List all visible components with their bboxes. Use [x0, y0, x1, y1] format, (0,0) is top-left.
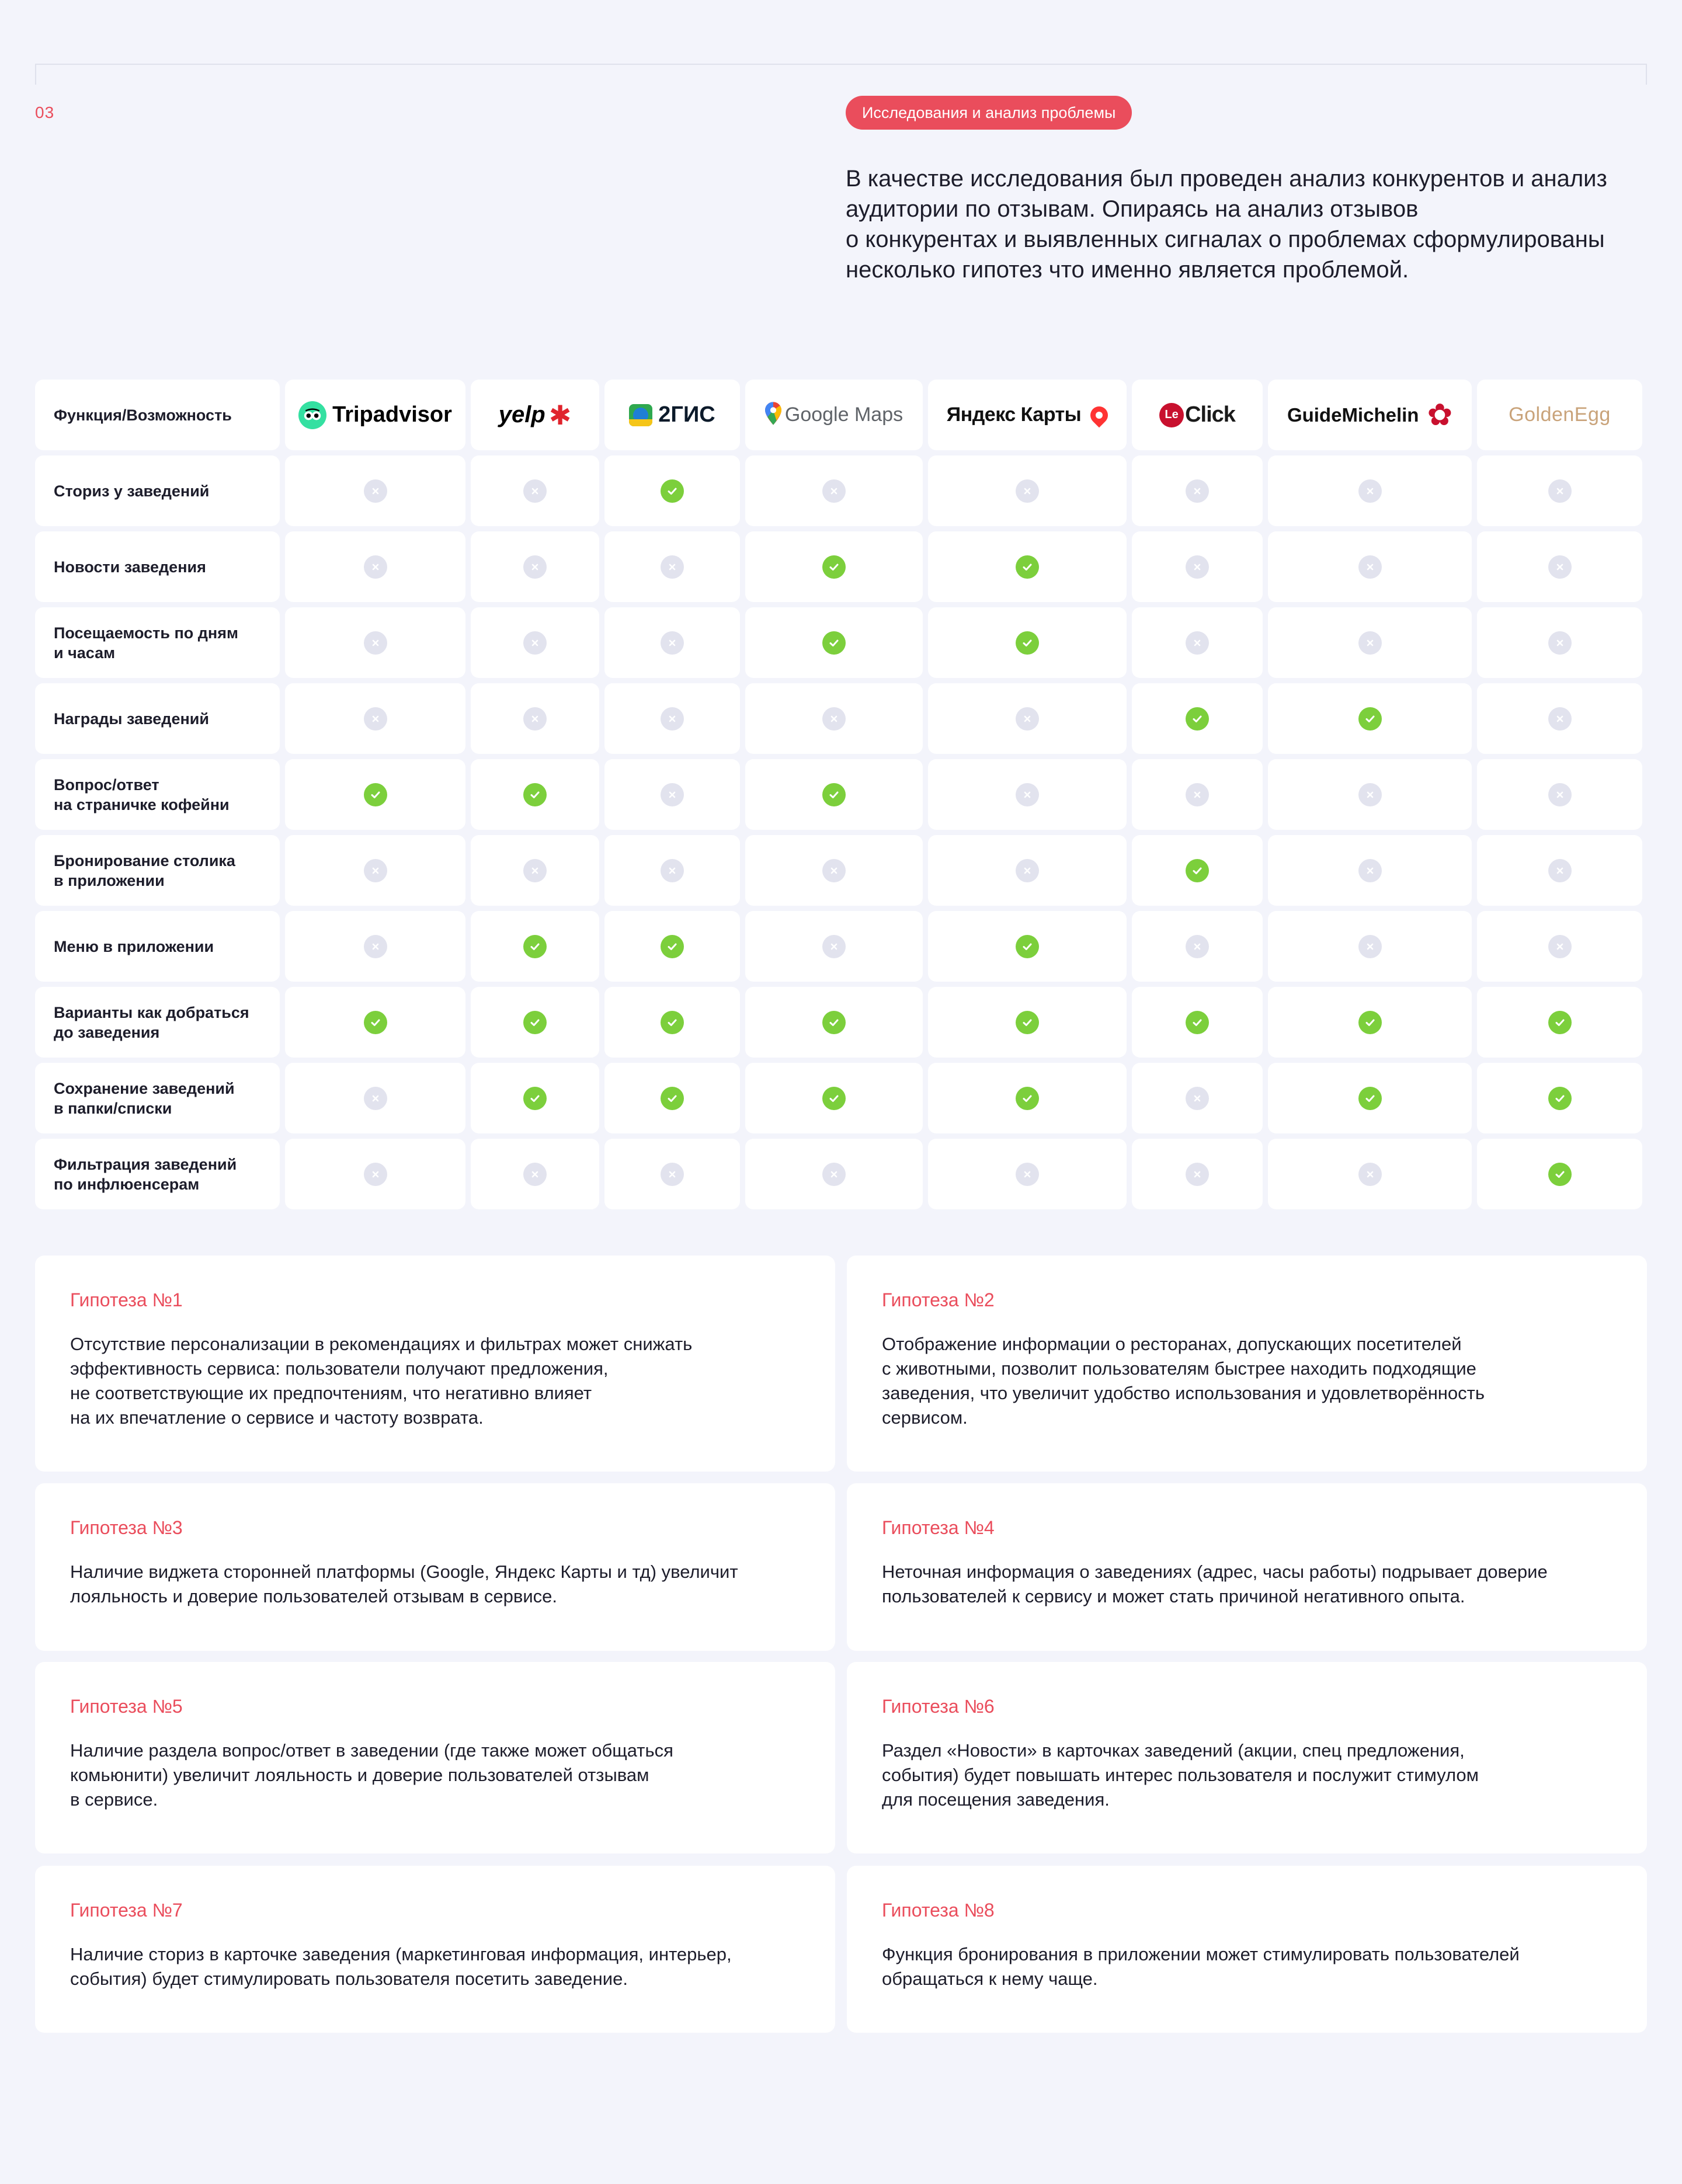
intro-line: аудитории по отзывам. Опираясь на анализ отзывов [846, 196, 1419, 222]
cross-icon [1358, 783, 1382, 806]
cross-icon [1186, 1087, 1209, 1110]
mark-cell-yandex-maps [928, 759, 1127, 830]
mark-cell-yandex-maps [928, 835, 1127, 906]
section-badge: Исследования и анализ проблемы [846, 96, 1132, 130]
feature-label: Сохранение заведений в папки/списки [54, 1079, 235, 1117]
yandex-maps-logo [947, 404, 1108, 426]
mark-cell-tripadvisor [285, 759, 465, 830]
feature-cell [35, 759, 280, 830]
mark-cell-google-maps [745, 531, 923, 602]
cross-icon [523, 555, 547, 579]
mark-cell-restoclick [1132, 911, 1263, 982]
feature-cell [35, 531, 280, 602]
check-icon [1548, 1011, 1572, 1034]
page-number: 03 [35, 103, 55, 121]
cross-icon [822, 1163, 846, 1186]
hypothesis-title: Гипотеза №3 [70, 1517, 183, 1538]
header-restoclick [1132, 380, 1263, 450]
mark-cell-google-maps [745, 911, 923, 982]
cross-icon [523, 707, 547, 731]
check-icon [1548, 1087, 1572, 1110]
header-google-maps [745, 380, 923, 450]
mark-cell-google-maps [745, 987, 923, 1058]
hypothesis-card [847, 1256, 1647, 1472]
feature-cell [35, 683, 280, 754]
check-icon [1016, 1011, 1039, 1034]
cross-icon [661, 631, 684, 655]
hypothesis-text: Неточная информация о заведениях (адрес, часы работы) подрывает доверие пользователей к сервису и может стать причиной негативного опыта. [882, 1562, 1548, 1606]
feature-cell [35, 987, 280, 1058]
yelp-burst-icon: ✱ [548, 399, 572, 430]
mark-cell-michelin [1268, 911, 1472, 982]
feature-label: Бронирование столика в приложении [54, 851, 235, 889]
2gis-icon [629, 404, 652, 426]
cross-icon [1186, 631, 1209, 655]
feature-label: Варианты как добраться до заведения [54, 1003, 249, 1041]
mark-cell-yandex-maps [928, 683, 1127, 754]
feature-cell [35, 607, 280, 678]
mark-cell-yandex-maps [928, 987, 1127, 1058]
mark-cell-2gis [604, 911, 740, 982]
mark-cell-restoclick [1132, 1063, 1263, 1133]
check-icon [661, 1011, 684, 1034]
mark-cell-2gis [604, 683, 740, 754]
cross-icon [364, 935, 387, 958]
check-icon [523, 935, 547, 958]
table-row [35, 835, 1647, 906]
cross-icon [523, 479, 547, 503]
mark-cell-goldenegg [1477, 835, 1642, 906]
mark-cell-goldenegg [1477, 683, 1642, 754]
cross-icon [364, 707, 387, 731]
cross-icon [364, 1163, 387, 1186]
hypothesis-title: Гипотеза №1 [70, 1289, 183, 1310]
tripadvisor-logo [298, 401, 452, 429]
cross-icon [1016, 1163, 1039, 1186]
mark-cell-michelin [1268, 607, 1472, 678]
mark-cell-yelp [471, 531, 599, 602]
header-yandex-maps [928, 380, 1127, 450]
intro-line: о конкурентах и выявленных сигналах о проблемах сформулированы [846, 227, 1605, 252]
feature-label: Посещаемость по дням и часам [54, 624, 238, 662]
feature-cell [35, 911, 280, 982]
cross-icon [661, 707, 684, 731]
cross-icon [661, 555, 684, 579]
mark-cell-goldenegg [1477, 607, 1642, 678]
goldenegg-logo [1509, 404, 1611, 426]
cross-icon [364, 859, 387, 882]
hypothesis-text: Наличие виджета сторонней платформы (Google, Яндекс Карты и тд) увеличит лояльность и доверие пользователей отзывам в сервисе. [70, 1562, 738, 1606]
cross-icon [1186, 555, 1209, 579]
mark-cell-yelp [471, 987, 599, 1058]
mark-cell-goldenegg [1477, 1063, 1642, 1133]
mark-cell-google-maps [745, 1063, 923, 1133]
mark-cell-yelp [471, 607, 599, 678]
check-icon [822, 555, 846, 579]
feature-label: Меню в приложении [54, 937, 214, 955]
mark-cell-michelin [1268, 455, 1472, 526]
intro-line: несколько гипотез что именно является проблемой. [846, 257, 1409, 283]
check-icon [822, 1087, 846, 1110]
mark-cell-goldenegg [1477, 911, 1642, 982]
mark-cell-michelin [1268, 987, 1472, 1058]
map-pin-icon [765, 402, 781, 428]
cross-icon [1548, 555, 1572, 579]
check-icon [364, 1011, 387, 1034]
mark-cell-tripadvisor [285, 835, 465, 906]
cross-icon [364, 1087, 387, 1110]
mark-cell-2gis [604, 759, 740, 830]
mark-cell-goldenegg [1477, 531, 1642, 602]
check-icon [1186, 859, 1209, 882]
le-click-icon: Le [1159, 403, 1184, 427]
cross-icon [1186, 479, 1209, 503]
mark-cell-yandex-maps [928, 1063, 1127, 1133]
mark-cell-yandex-maps [928, 531, 1127, 602]
mark-cell-yelp [471, 683, 599, 754]
mark-cell-restoclick [1132, 683, 1263, 754]
check-icon [523, 1087, 547, 1110]
intro-text [846, 164, 1652, 285]
table-row [35, 607, 1647, 678]
yelp-wordmark: yelp [498, 402, 545, 427]
mark-cell-yelp [471, 835, 599, 906]
cross-icon [661, 1163, 684, 1186]
mark-cell-google-maps [745, 1139, 923, 1209]
check-icon [661, 1087, 684, 1110]
hypothesis-title: Гипотеза №7 [70, 1900, 183, 1921]
tripadvisor-wordmark: Tripadvisor [332, 402, 452, 427]
header-feature-cell [35, 380, 280, 450]
cross-icon [1548, 783, 1572, 806]
mark-cell-yelp [471, 759, 599, 830]
cross-icon [1548, 707, 1572, 731]
hypothesis-card [847, 1662, 1647, 1853]
check-icon [1186, 707, 1209, 731]
hypothesis-text: Наличие сториз в карточке заведения (маркетинговая информация, интерьер, события) будет стимулировать пользователя посетить заведение. [70, 1944, 732, 1989]
table-body [35, 455, 1647, 1209]
mark-cell-restoclick [1132, 835, 1263, 906]
mark-cell-goldenegg [1477, 455, 1642, 526]
feature-label: Сториз у заведений [54, 482, 210, 500]
cross-icon [822, 859, 846, 882]
cross-icon [1548, 859, 1572, 882]
mark-cell-yelp [471, 1139, 599, 1209]
mark-cell-2gis [604, 1139, 740, 1209]
header-yelp [471, 380, 599, 450]
hypothesis-card [35, 1256, 835, 1472]
mark-cell-yelp [471, 1063, 599, 1133]
check-icon [1186, 1011, 1209, 1034]
check-icon [1358, 1011, 1382, 1034]
hypothesis-text: Отсутствие персонализации в рекомендациях и фильтрах может снижать эффективность сервиса: пользователи получают предложения, не соответствующие их предпочтениям, что негативно влияет на их впечатление о сервисе и частоту возврата. [70, 1334, 693, 1428]
check-icon [822, 631, 846, 655]
michelin-logo [1287, 400, 1452, 430]
mark-cell-restoclick [1132, 455, 1263, 526]
table-row [35, 911, 1647, 982]
mark-cell-tripadvisor [285, 455, 465, 526]
table-row [35, 683, 1647, 754]
header-michelin [1268, 380, 1472, 450]
2gis-logo [629, 402, 715, 427]
table-row [35, 531, 1647, 602]
mark-cell-yandex-maps [928, 911, 1127, 982]
mark-cell-2gis [604, 455, 740, 526]
mark-cell-google-maps [745, 683, 923, 754]
table-row [35, 759, 1647, 830]
feature-label: Новости заведения [54, 558, 206, 576]
mark-cell-2gis [604, 835, 740, 906]
check-icon [1016, 631, 1039, 655]
table-row [35, 1063, 1647, 1133]
cross-icon [1186, 1163, 1209, 1186]
mark-cell-goldenegg [1477, 1139, 1642, 1209]
cross-icon [523, 631, 547, 655]
check-icon [1016, 1087, 1039, 1110]
hypothesis-title: Гипотеза №6 [882, 1696, 995, 1717]
check-icon [364, 783, 387, 806]
cross-icon [1016, 859, 1039, 882]
hypothesis-card [847, 1866, 1647, 2033]
hypothesis-title: Гипотеза №8 [882, 1900, 995, 1921]
header-tripadvisor [285, 380, 465, 450]
mark-cell-2gis [604, 1063, 740, 1133]
michelin-wordmark: GuideMichelin [1287, 404, 1419, 426]
feature-cell [35, 835, 280, 906]
cross-icon [1548, 479, 1572, 503]
check-icon [1548, 1163, 1572, 1186]
cross-icon [1548, 935, 1572, 958]
divider-tick-left [35, 64, 36, 85]
top-divider [35, 64, 1647, 65]
mark-cell-tripadvisor [285, 1063, 465, 1133]
mark-cell-yandex-maps [928, 1139, 1127, 1209]
mark-cell-yelp [471, 455, 599, 526]
cross-icon [1358, 859, 1382, 882]
mark-cell-tripadvisor [285, 1139, 465, 1209]
feature-label: Фильтрация заведений по инфлюенсерам [54, 1155, 237, 1193]
mark-cell-yandex-maps [928, 607, 1127, 678]
2gis-wordmark: 2ГИС [658, 402, 715, 427]
cross-icon [661, 859, 684, 882]
hypothesis-card [847, 1483, 1647, 1651]
hypothesis-card [35, 1483, 835, 1651]
cross-icon [1358, 1163, 1382, 1186]
check-icon [523, 783, 547, 806]
check-icon [1358, 1087, 1382, 1110]
cross-icon [523, 1163, 547, 1186]
mark-cell-michelin [1268, 1063, 1472, 1133]
mark-cell-yelp [471, 911, 599, 982]
check-icon [661, 479, 684, 503]
yandex-maps-wordmark: Яндекс Карты [946, 404, 1082, 426]
check-icon [1016, 935, 1039, 958]
cross-icon [523, 859, 547, 882]
cross-icon [822, 935, 846, 958]
feature-cell [35, 455, 280, 526]
mark-cell-google-maps [745, 759, 923, 830]
mark-cell-restoclick [1132, 987, 1263, 1058]
mark-cell-tripadvisor [285, 607, 465, 678]
cross-icon [364, 479, 387, 503]
cross-icon [822, 479, 846, 503]
cross-icon [1358, 479, 1382, 503]
click-wordmark: Click [1185, 402, 1235, 427]
restoclick-logo [1159, 402, 1235, 427]
mark-cell-tripadvisor [285, 911, 465, 982]
intro-line: В качестве исследования был проведен анализ конкурентов и анализ [846, 166, 1607, 192]
cross-icon [1016, 707, 1039, 731]
cross-icon [1016, 479, 1039, 503]
header-feature-label: Функция/Возможность [54, 406, 232, 424]
hypothesis-text: Отображение информации о ресторанах, допускающих посетителей с животными, позволит пользователям быстрее находить подходящие заведения, что увеличит удобство использования и удовлетворённость сервисом. [882, 1334, 1485, 1428]
feature-label: Вопрос/ответ на страничке кофейни [54, 775, 230, 813]
owl-icon [298, 401, 326, 429]
mark-cell-2gis [604, 987, 740, 1058]
cross-icon [1548, 631, 1572, 655]
mark-cell-michelin [1268, 759, 1472, 830]
divider-tick-right [1646, 64, 1647, 85]
mark-cell-michelin [1268, 683, 1472, 754]
mark-cell-tripadvisor [285, 987, 465, 1058]
cross-icon [364, 631, 387, 655]
cross-icon [1358, 631, 1382, 655]
hypothesis-card [35, 1866, 835, 2033]
check-icon [1358, 707, 1382, 731]
table-row [35, 1139, 1647, 1209]
mark-cell-2gis [604, 531, 740, 602]
mark-cell-goldenegg [1477, 987, 1642, 1058]
check-icon [822, 783, 846, 806]
mark-cell-michelin [1268, 1139, 1472, 1209]
mark-cell-michelin [1268, 835, 1472, 906]
yandex-pin-icon [1087, 402, 1111, 427]
feature-label: Награды заведений [54, 710, 209, 728]
feature-cell [35, 1139, 280, 1209]
mark-cell-2gis [604, 607, 740, 678]
check-icon [822, 1011, 846, 1034]
mark-cell-restoclick [1132, 607, 1263, 678]
cross-icon [364, 555, 387, 579]
header-goldenegg [1477, 380, 1642, 450]
hypothesis-title: Гипотеза №4 [882, 1517, 995, 1538]
mark-cell-restoclick [1132, 759, 1263, 830]
mark-cell-tripadvisor [285, 683, 465, 754]
check-icon [661, 935, 684, 958]
feature-cell [35, 1063, 280, 1133]
goldenegg-wordmark: GoldenEgg [1509, 404, 1611, 426]
cross-icon [1186, 935, 1209, 958]
hypothesis-title: Гипотеза №2 [882, 1289, 995, 1310]
table-header-row [35, 380, 1647, 450]
mark-cell-yandex-maps [928, 455, 1127, 526]
mark-cell-tripadvisor [285, 531, 465, 602]
cross-icon [1358, 935, 1382, 958]
check-icon [523, 1011, 547, 1034]
cross-icon [1186, 783, 1209, 806]
header-2gis [604, 380, 740, 450]
yelp-logo [499, 399, 572, 431]
mark-cell-goldenegg [1477, 759, 1642, 830]
google-maps-wordmark: Google Maps [784, 404, 903, 426]
table-row [35, 987, 1647, 1058]
hypothesis-text: Функция бронирования в приложении может стимулировать пользователей обращаться к нему чаще. [882, 1944, 1520, 1989]
cross-icon [1016, 783, 1039, 806]
competitor-table [35, 380, 1647, 1215]
table-row [35, 455, 1647, 526]
check-icon [1016, 555, 1039, 579]
hypothesis-text: Раздел «Новости» в карточках заведений (акции, спец предложения, события) будет повышать интерес пользователя и послужит стимулом для посещения заведения. [882, 1740, 1479, 1810]
mark-cell-michelin [1268, 531, 1472, 602]
mark-cell-google-maps [745, 835, 923, 906]
mark-cell-restoclick [1132, 531, 1263, 602]
hypothesis-card [35, 1662, 835, 1853]
mark-cell-google-maps [745, 455, 923, 526]
mark-cell-google-maps [745, 607, 923, 678]
hypothesis-title: Гипотеза №5 [70, 1696, 183, 1717]
google-maps-logo [765, 402, 903, 428]
cross-icon [1358, 555, 1382, 579]
hypothesis-text: Наличие раздела вопрос/ответ в заведении (где также может общаться комьюнити) увеличит лояльность и доверие пользователей отзывам в сервисе. [70, 1740, 673, 1810]
mark-cell-restoclick [1132, 1139, 1263, 1209]
cross-icon [661, 783, 684, 806]
michelin-star-icon: ✿ [1427, 398, 1453, 432]
cross-icon [822, 707, 846, 731]
